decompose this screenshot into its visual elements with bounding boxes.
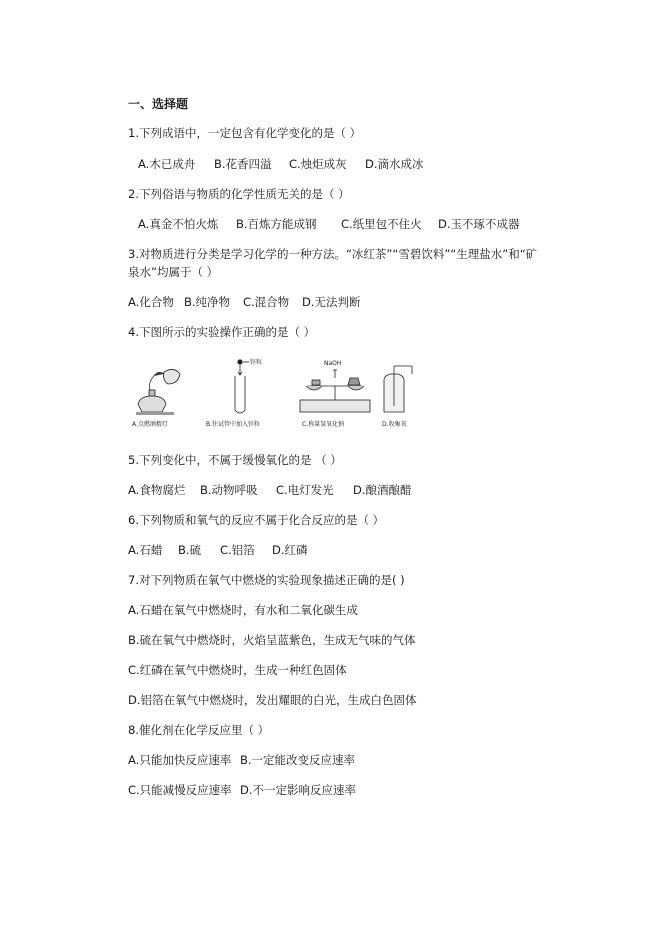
question-3-stem-line2: 泉水”均属于（ ） xyxy=(128,265,219,279)
zinc-label: 锌粒 xyxy=(250,359,263,366)
question-3-stem-line1: 3.对物质进行分类是学习化学的一种方法。“冰红茶”“雪碧饮料”“生理盐水”和“矿 xyxy=(128,247,538,261)
question-2-option-a: A.真金不怕火炼 xyxy=(138,217,219,231)
balance-illustration xyxy=(300,370,370,412)
question-7-option-b: B.硫在氧气中燃烧时，火焰呈蓝紫色，生成无气味的气体 xyxy=(128,633,416,647)
question-1-option-b: B.花香四溢 xyxy=(214,157,272,171)
question-8-option-b: B.一定能改变反应速率 xyxy=(240,753,356,767)
caption-b: B.往试管中加入锌粒 xyxy=(206,421,261,428)
caption-d: D.收集氧 xyxy=(382,421,407,428)
question-7-option-d: D.铝箔在氧气中燃烧时，发出耀眼的白光，生成白色固体 xyxy=(128,693,417,707)
question-6-option-d: D.红磷 xyxy=(272,543,308,557)
question-8-option-a: A.只能加快反应速率 xyxy=(128,753,232,767)
question-2-option-d: D.玉不琢不成器 xyxy=(438,217,520,231)
gas-bottle-illustration xyxy=(384,366,412,412)
question-7-option-c: C.红磷在氧气中燃烧时，生成一种红色固体 xyxy=(128,663,347,677)
question-7-option-a: A.石蜡在氧气中燃烧时，有水和二氧化碳生成 xyxy=(128,603,358,617)
question-2-stem: 2.下列俗语与物质的化学性质无关的是（ ） xyxy=(128,187,350,201)
question-6-option-c: C.铝箔 xyxy=(220,543,255,557)
question-7-stem: 7.对下列物质在氧气中燃烧的实验现象描述正确的是( ) xyxy=(128,573,405,587)
question-6-option-a: A.石蜡 xyxy=(128,543,163,557)
question-6-option-b: B.硫 xyxy=(178,543,202,557)
question-1-option-a: A.木已成舟 xyxy=(138,157,196,171)
question-3-option-d: D.无法判断 xyxy=(302,295,361,309)
question-4-stem: 4.下图所示的实验操作正确的是（ ） xyxy=(128,325,316,339)
question-5-option-b: B.动物呼吸 xyxy=(200,483,258,497)
question-2-option-c: C.纸里包不住火 xyxy=(341,217,422,231)
question-8-stem: 8.催化剂在化学反应里（ ） xyxy=(128,723,270,737)
alcohol-lamp-illustration xyxy=(136,369,180,415)
question-2-option-b: B.百炼方能成钢 xyxy=(236,217,317,231)
question-8-option-c: C.只能减慢反应速率 xyxy=(128,783,232,797)
question-3-option-a: A.化合物 xyxy=(128,295,174,309)
question-3-option-b: B.纯净物 xyxy=(184,295,231,309)
question-6-stem: 6.下列物质和氧气的反应不属于化合反应的是（ ） xyxy=(128,513,385,527)
section-title: 一、选择题 xyxy=(128,97,189,111)
question-1-option-c: C.烛炬成灰 xyxy=(289,157,347,171)
question-1-option-d: D.滴水成冰 xyxy=(365,157,424,171)
lab-operations-figure xyxy=(128,356,420,430)
question-3-option-c: C.混合物 xyxy=(243,295,290,309)
question-1-stem: 1.下列成语中，一定包含有化学变化的是（ ） xyxy=(128,126,362,140)
naoh-label: NaOH xyxy=(324,360,342,367)
question-5-option-c: C.电灯发光 xyxy=(276,483,334,497)
question-5-option-d: D.酿酒酿醋 xyxy=(353,483,412,497)
question-8-option-d: D.不一定影响反应速率 xyxy=(240,783,357,797)
question-5-option-a: A.食物腐烂 xyxy=(128,483,186,497)
test-tube-illustration xyxy=(235,360,249,413)
caption-a: A.点燃酒精灯 xyxy=(132,421,168,428)
question-5-stem: 5.下列变化中，不属于缓慢氧化的是 （ ） xyxy=(128,453,342,467)
caption-c: C.称量氢氧化钠 xyxy=(302,421,345,428)
